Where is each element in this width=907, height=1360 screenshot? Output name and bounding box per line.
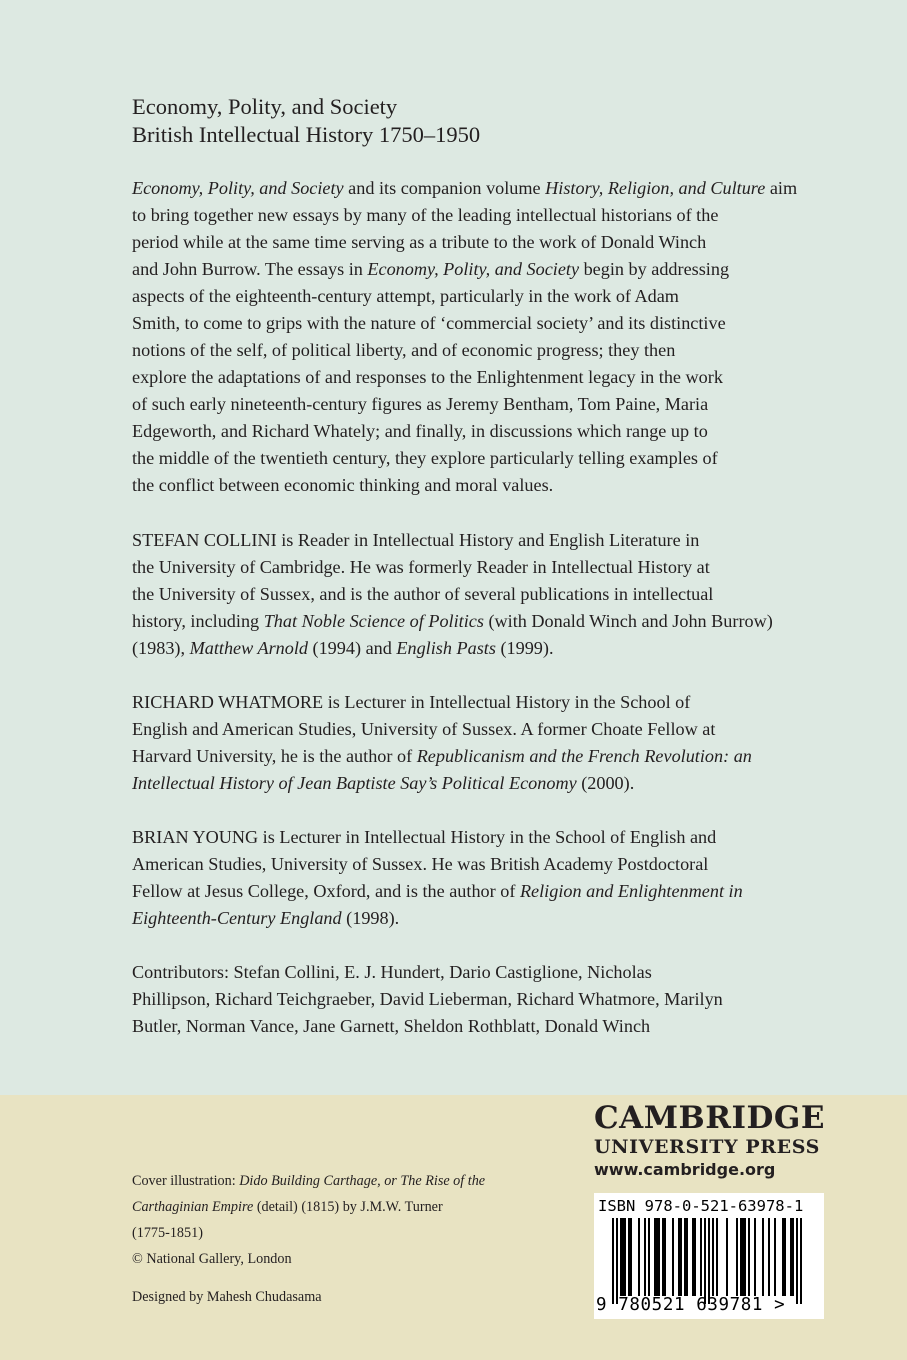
barcode-bar [680, 1218, 682, 1296]
barcode-bar [792, 1218, 794, 1296]
publisher-name: CAMBRIDGE [594, 1100, 825, 1136]
blurb-line: Edgeworth, and Richard Whately; and finally, in discussions which range up to [132, 421, 708, 441]
bio-text: Eighteenth-Century England [132, 908, 342, 928]
blurb-text: and John Burrow. The essays in [132, 259, 368, 279]
barcode-bar [658, 1218, 660, 1296]
publisher-press: UNIVERSITY PRESS [594, 1136, 820, 1158]
author-bio-whatmore [132, 689, 782, 797]
barcode-bar [700, 1218, 702, 1296]
blurb-text: Economy, Polity, and Society [367, 259, 580, 279]
blurb-line: period while at the same time serving as a tribute to the work of Donald Winch [132, 232, 707, 252]
bio-text: Religion and Enlightenment in [519, 881, 743, 901]
copyright-line: © National Gallery, London [132, 1251, 292, 1267]
blurb-line: notions of the self, of political liberty, and of economic progress; they then [132, 340, 676, 360]
credit-text: Carthaginian Empire [132, 1199, 254, 1215]
blurb-text: begin by addressing [579, 259, 730, 279]
book-title: Economy, Polity, and Society [132, 94, 398, 119]
bio-line: American Studies, University of Sussex. He was British Academy Postdoctoral [132, 854, 709, 874]
credit-text: Cover illustration: [132, 1173, 240, 1189]
blurb-paragraph [132, 175, 798, 499]
contributors-line: Phillipson, Richard Teichgraeber, David Lieberman, Richard Whatmore, Marilyn [132, 989, 723, 1009]
barcode-bar [692, 1218, 694, 1296]
credit-line: (1775-1851) [132, 1225, 203, 1241]
barcode-bar [790, 1218, 792, 1296]
blurb-text: History, Religion, and Culture [545, 178, 766, 198]
bio-text: Intellectual History of Jean Baptiste Say’s Political Economy [132, 773, 577, 793]
barcode-bar [624, 1218, 626, 1296]
barcode-bar [622, 1218, 624, 1296]
barcode-bar [748, 1218, 750, 1296]
bio-line: STEFAN COLLINI is Reader in Intellectual History and English Literature in [132, 530, 700, 550]
isbn-barcode [594, 1193, 824, 1319]
bio-line: English and American Studies, University of Sussex. A former Choate Fellow at [132, 719, 716, 739]
bio-line: BRIAN YOUNG is Lecturer in Intellectual History in the School of English and [132, 827, 717, 847]
blurb-text: and its companion volume [343, 178, 546, 198]
barcode-bar [686, 1218, 688, 1296]
bio-text: English Pasts [396, 638, 496, 658]
barcode-bar [694, 1218, 696, 1296]
blurb-line: to bring together new essays by many of the leading intellectual historians of the [132, 205, 719, 225]
barcode-bar [708, 1218, 710, 1304]
publisher-url: www.cambridge.org [594, 1160, 776, 1179]
barcode-bar [612, 1218, 614, 1304]
barcode-bar [784, 1218, 786, 1296]
bio-text: (1994) and [307, 638, 397, 658]
contributors-list [132, 959, 782, 1040]
barcode-bar [796, 1218, 798, 1304]
barcode-bar [672, 1218, 674, 1296]
blurb-line: the conflict between economic thinking and moral values. [132, 475, 554, 495]
barcode-bar [782, 1218, 784, 1296]
book-title-block [132, 93, 792, 149]
blurb-text: aim [765, 178, 798, 198]
bio-text: Fellow at Jesus College, Oxford, and is the author of [132, 881, 520, 901]
blurb-line: Smith, to come to grips with the nature of ‘commercial society’ and its distinctive [132, 313, 726, 333]
barcode-bar [616, 1218, 618, 1304]
author-bio-young [132, 824, 782, 932]
isbn-label: ISBN 978-0-521-63978-1 [598, 1197, 804, 1215]
barcode-bar [678, 1218, 680, 1296]
bio-text: Republicanism and the French Revolution: an [416, 746, 752, 766]
credit-text: Dido Building Carthage, or The Rise of the [239, 1173, 486, 1189]
barcode-bar [628, 1218, 630, 1296]
barcode-bar [754, 1218, 756, 1296]
barcode-bar [736, 1218, 738, 1296]
blurb-line: the middle of the twentieth century, they explore particularly telling examples of [132, 448, 718, 468]
author-bio-collini [132, 527, 782, 662]
bio-text: Matthew Arnold [189, 638, 308, 658]
barcode-bar [762, 1218, 764, 1296]
barcode-bar [638, 1218, 640, 1296]
barcode-bar [656, 1218, 658, 1296]
designer-credit: Designed by Mahesh Chudasama [132, 1289, 322, 1305]
bio-text: That Noble Science of Politics [263, 611, 484, 631]
blurb-line: aspects of the eighteenth-century attempt, particularly in the work of Adam [132, 286, 679, 306]
barcode-bar [684, 1218, 686, 1296]
barcode-bar [744, 1218, 746, 1296]
barcode-bar [704, 1218, 706, 1304]
barcode-bar [648, 1218, 650, 1296]
bio-text: (with Donald Winch and John Burrow) [483, 611, 773, 631]
barcode-bar [662, 1218, 664, 1296]
barcode-digits: 9 780521 639781 > [596, 1295, 786, 1315]
contributors-line: Contributors: Stefan Collini, E. J. Hundert, Dario Castiglione, Nicholas [132, 962, 652, 982]
barcode-bar [774, 1218, 776, 1296]
barcode-bar [768, 1218, 770, 1296]
contributors-line: Butler, Norman Vance, Jane Garnett, Sheldon Rothblatt, Donald Winch [132, 1016, 651, 1036]
barcode-bar [716, 1218, 718, 1296]
bio-line: the University of Sussex, and is the author of several publications in intellectual [132, 584, 714, 604]
blurb-line: explore the adaptations of and responses to the Enlightenment legacy in the work [132, 367, 723, 387]
bio-text: (2000). [576, 773, 635, 793]
barcode-bar [740, 1218, 742, 1296]
bio-text: (1983), [132, 638, 190, 658]
barcode-bar [654, 1218, 656, 1296]
publisher-logo [594, 1100, 834, 1181]
bio-text: (1998). [341, 908, 400, 928]
credit-text: (detail) (1815) by J.M.W. Turner [253, 1199, 443, 1215]
blurb-line: of such early nineteenth-century figures as Jeremy Bentham, Tom Paine, Maria [132, 394, 709, 414]
bio-text: Harvard University, he is the author of [132, 746, 417, 766]
bio-text: history, including [132, 611, 264, 631]
barcode-bar [620, 1218, 622, 1296]
book-subtitle: British Intellectual History 1750–1950 [132, 122, 481, 147]
barcode-bar [712, 1218, 714, 1296]
bio-text: (1999). [495, 638, 554, 658]
blurb-text: Economy, Polity, and Society [132, 178, 344, 198]
barcode-bar [664, 1218, 666, 1296]
barcode-bar [644, 1218, 646, 1296]
cover-credit [132, 1168, 552, 1272]
barcode-bar [630, 1218, 632, 1296]
bio-line: RICHARD WHATMORE is Lecturer in Intellectual History in the School of [132, 692, 691, 712]
barcode-bar [742, 1218, 744, 1296]
barcode-bar [726, 1218, 728, 1296]
barcode-bar [800, 1218, 802, 1304]
bio-line: the University of Cambridge. He was formerly Reader in Intellectual History at [132, 557, 710, 577]
